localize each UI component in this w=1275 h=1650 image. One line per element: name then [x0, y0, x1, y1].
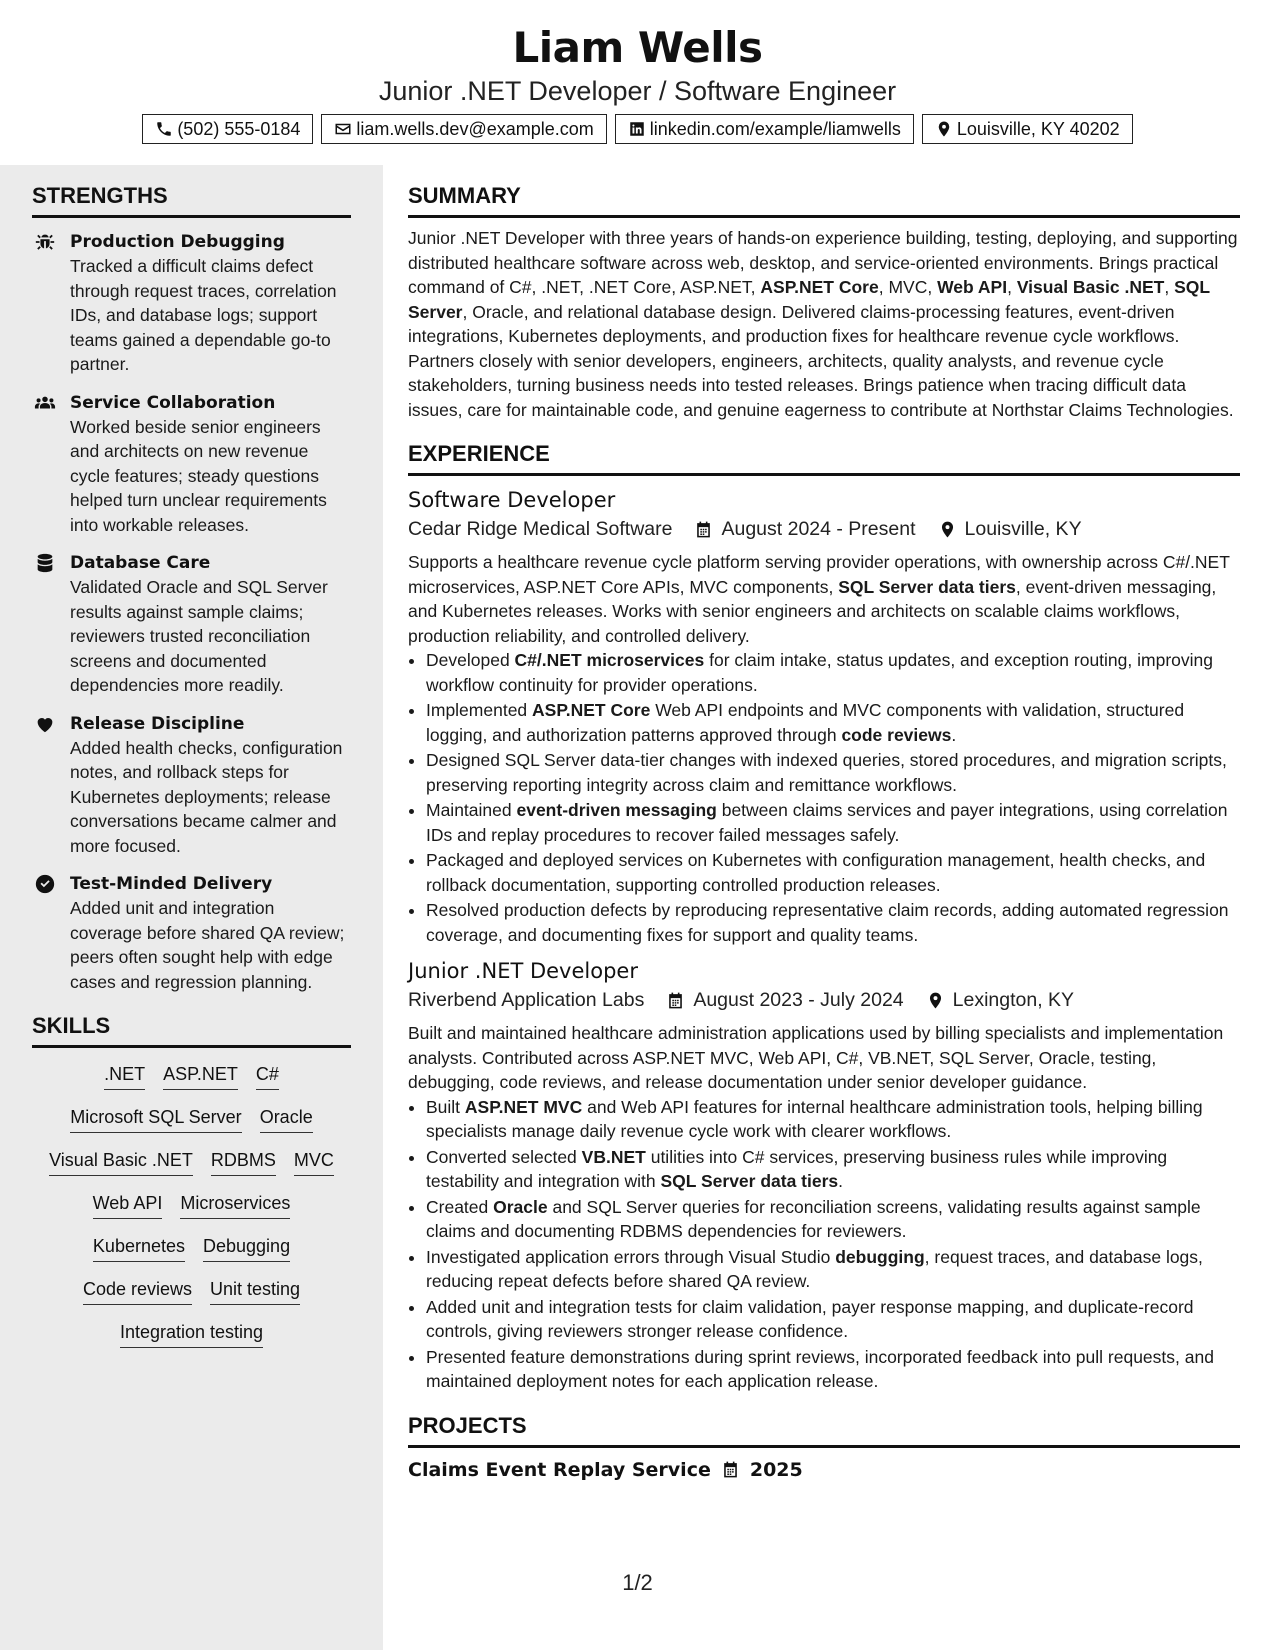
strength-desc: Added health checks, configuration notes, and rollback steps for Kubernetes deployments; release conversations became calmer and more focused.	[70, 737, 343, 856]
skill-tag: C#	[256, 1062, 279, 1090]
job-summary: Supports a healthcare revenue cycle platform serving provider operations, with ownership across C#/.NET microservices, ASP.NET Core APIs, MVC components, SQL Server data tiers, event-driven messaging, and Kubernetes releases. Works with senior engineers and architects on scalable claims workflows, production reliability, and controlled delivery.	[408, 552, 1230, 646]
job-bullet: • Resolved production defects by reproducing representative claim records, adding automated regression coverage, and documenting fixes for support and quality teams.	[426, 898, 1240, 947]
skill-tag: RDBMS	[211, 1148, 276, 1176]
bug-icon	[34, 231, 56, 253]
contact-email-text: liam.wells.dev@example.com	[356, 119, 594, 139]
skill-tag: Integration testing	[120, 1320, 263, 1348]
skill-tag: Unit testing	[210, 1277, 300, 1305]
job-bullet: • Developed C#/.NET microservices for claim intake, status updates, and exception routing, improving workflow continuity for provider operations.	[426, 648, 1240, 697]
strength-item	[32, 391, 351, 538]
job-company: Riverbend Application Labs	[408, 989, 645, 1011]
envelope-icon	[334, 120, 352, 138]
job-bullet: • Designed SQL Server data-tier changes with indexed queries, stored procedures, and migration scripts, preserving reporting integrity across claim and remittance workflows.	[426, 748, 1240, 797]
map-pin-icon	[935, 120, 953, 138]
contact-bar	[0, 114, 1275, 144]
strength-title: Test-Minded Delivery	[70, 874, 273, 894]
check-circle-icon	[34, 873, 56, 895]
job-bullet: • Maintained event-driven messaging between claims services and payer integrations, using correlation IDs and replay procedures to recover failed messages safely.	[426, 798, 1240, 847]
job-bullet: • Converted selected VB.NET utilities into C# services, preserving business rules while improving testability and integration with SQL Server data tiers.	[426, 1145, 1240, 1194]
skill-row	[32, 1191, 351, 1219]
strength-title: Database Care	[70, 553, 211, 573]
database-icon	[34, 552, 56, 574]
skill-tag: Oracle	[260, 1105, 313, 1133]
job-bullet: • Added unit and integration tests for claim validation, payer response mapping, and duplicate-record controls, giving reviewers stronger release confidence.	[426, 1295, 1240, 1344]
candidate-role: Junior .NET Developer / Software Engineer	[378, 76, 897, 106]
job-entry	[408, 957, 1240, 1394]
heart-icon	[34, 713, 56, 735]
skill-row	[32, 1320, 351, 1348]
skill-row	[32, 1234, 351, 1262]
summary-heading: SUMMARY	[408, 182, 1240, 218]
map-pin-icon	[938, 520, 957, 539]
skill-tag: Debugging	[203, 1234, 290, 1262]
job-location: Louisville, KY	[964, 518, 1082, 540]
resume-header	[0, 0, 1275, 144]
contact-linkedin-text: linkedin.com/example/liamwells	[649, 119, 901, 139]
strength-item	[32, 551, 351, 698]
contact-phone[interactable]	[142, 114, 313, 144]
skill-tag: Web API	[93, 1191, 163, 1219]
strength-desc: Validated Oracle and SQL Server results against sample claims; reviewers trusted reconciliation screens and documented dependencies more readily.	[70, 577, 328, 695]
candidate-name: Liam Wells	[512, 23, 763, 72]
strengths-heading: STRENGTHS	[32, 182, 351, 218]
job-meta	[408, 985, 1240, 1015]
strength-title: Release Discipline	[70, 713, 245, 734]
job-bullets	[408, 1095, 1240, 1394]
contact-linkedin[interactable]	[615, 114, 914, 144]
sidebar	[0, 165, 383, 1650]
job-title: Software Developer	[408, 488, 616, 512]
calendar-icon	[694, 520, 713, 539]
skill-tag: MVC	[294, 1148, 334, 1176]
contact-location-text: Louisville, KY 40202	[956, 119, 1120, 139]
job-bullet: • Packaged and deployed services on Kubernetes with configuration management, health checks, and rollback documentation, supporting controlled production releases.	[426, 848, 1240, 897]
job-title: Junior .NET Developer	[408, 959, 638, 983]
project-year: 2025	[749, 1458, 803, 1481]
job-dates: August 2024 - Present	[721, 518, 916, 540]
project-title: Claims Event Replay Service	[408, 1458, 711, 1481]
contact-location	[922, 114, 1133, 144]
linkedin-icon	[628, 120, 646, 138]
skill-tag: Kubernetes	[93, 1234, 185, 1262]
skills-heading: SKILLS	[32, 1012, 351, 1048]
job-entry	[408, 486, 1240, 947]
strength-title: Service Collaboration	[70, 392, 276, 413]
main-content	[408, 182, 1240, 1484]
calendar-icon	[721, 1460, 740, 1479]
contact-phone-text: (502) 555-0184	[177, 119, 301, 139]
strength-desc: Added unit and integration coverage before shared QA review; peers often sought help with edge cases and regression planning.	[70, 898, 345, 992]
skill-tag: ASP.NET	[163, 1062, 238, 1090]
strength-desc: Tracked a difficult claims defect through request traces, correlation IDs, and database logs; support teams gained a dependable go-to partner.	[70, 256, 337, 374]
skill-tag: .NET	[104, 1062, 145, 1090]
job-bullet: • Presented feature demonstrations during sprint reviews, incorporated feedback into pull requests, and maintained deployment notes for each application release.	[426, 1345, 1240, 1394]
skill-tag: Microsoft SQL Server	[70, 1105, 241, 1133]
users-icon	[34, 392, 56, 414]
skill-row	[32, 1062, 351, 1090]
job-summary: Built and maintained healthcare administration applications used by billing specialists and implementation analysts. Contributed across ASP.NET MVC, Web API, C#, VB.NET, SQL Server, Oracle, testing, debugging, code reviews, and release documentation under senior developer guidance.	[408, 1023, 1224, 1092]
strength-desc: Worked beside senior engineers and architects on new revenue cycle features; steady questions helped turn unclear requirements into workable releases.	[70, 416, 327, 535]
strength-item	[32, 230, 351, 377]
job-bullets	[408, 648, 1240, 947]
skill-tag: Code reviews	[83, 1277, 192, 1305]
calendar-icon	[666, 991, 685, 1010]
skill-row	[32, 1277, 351, 1305]
contact-email[interactable]	[321, 114, 606, 144]
phone-icon	[155, 120, 173, 138]
strengths-list	[32, 230, 351, 994]
strength-item	[32, 872, 351, 994]
job-company: Cedar Ridge Medical Software	[408, 518, 673, 540]
job-bullet: • Created Oracle and SQL Server queries for reconciliation screens, validating results against sample claims and documenting RDBMS dependencies for reviewers.	[426, 1195, 1240, 1244]
strength-item	[32, 712, 351, 859]
project-entry	[408, 1456, 1240, 1484]
projects-heading: PROJECTS	[408, 1412, 1240, 1448]
job-meta	[408, 514, 1240, 544]
page-number: 1/2	[622, 1570, 653, 1595]
skill-row	[32, 1148, 351, 1176]
skills-list	[32, 1062, 351, 1348]
strength-title: Production Debugging	[70, 232, 285, 252]
skill-row	[32, 1105, 351, 1133]
job-dates: August 2023 - July 2024	[693, 989, 904, 1011]
job-location: Lexington, KY	[952, 989, 1075, 1011]
skill-tag: Visual Basic .NET	[49, 1148, 193, 1176]
summary-text: Junior .NET Developer with three years of hands-on experience building, testing, deploying, and supporting distributed healthcare software across web, desktop, and service-oriented environments. Brings practical command of C#, .NET, .NET Core, ASP.NET, ASP.NET Core, MVC, Web API, Visual Basic .NET, SQL Server, Oracle, and relational database design. Delivered claims-processing features, event-driven integrations, Kubernetes deployments, and production fixes for healthcare revenue cycle workflows. Partners closely with senior developers, engineers, architects, quality analysts, and revenue cycle stakeholders, turning business needs into tested releases. Brings patience when tracing difficult data issues, care for maintainable code, and genuine eagerness to contribute at Northstar Claims Technologies.	[408, 228, 1238, 420]
job-bullet: • Built ASP.NET MVC and Web API features for internal healthcare administration tools, helping billing specialists manage daily revenue cycle work with clearer workflows.	[426, 1095, 1240, 1144]
experience-heading: EXPERIENCE	[408, 440, 1240, 476]
job-bullet: • Implemented ASP.NET Core Web API endpoints and MVC components with validation, structured logging, and authorization patterns approved through code reviews.	[426, 698, 1240, 747]
job-bullet: • Investigated application errors through Visual Studio debugging, request traces, and database logs, reducing repeat defects before shared QA review.	[426, 1245, 1240, 1294]
map-pin-icon	[926, 991, 945, 1010]
skill-tag: Microservices	[180, 1191, 290, 1219]
